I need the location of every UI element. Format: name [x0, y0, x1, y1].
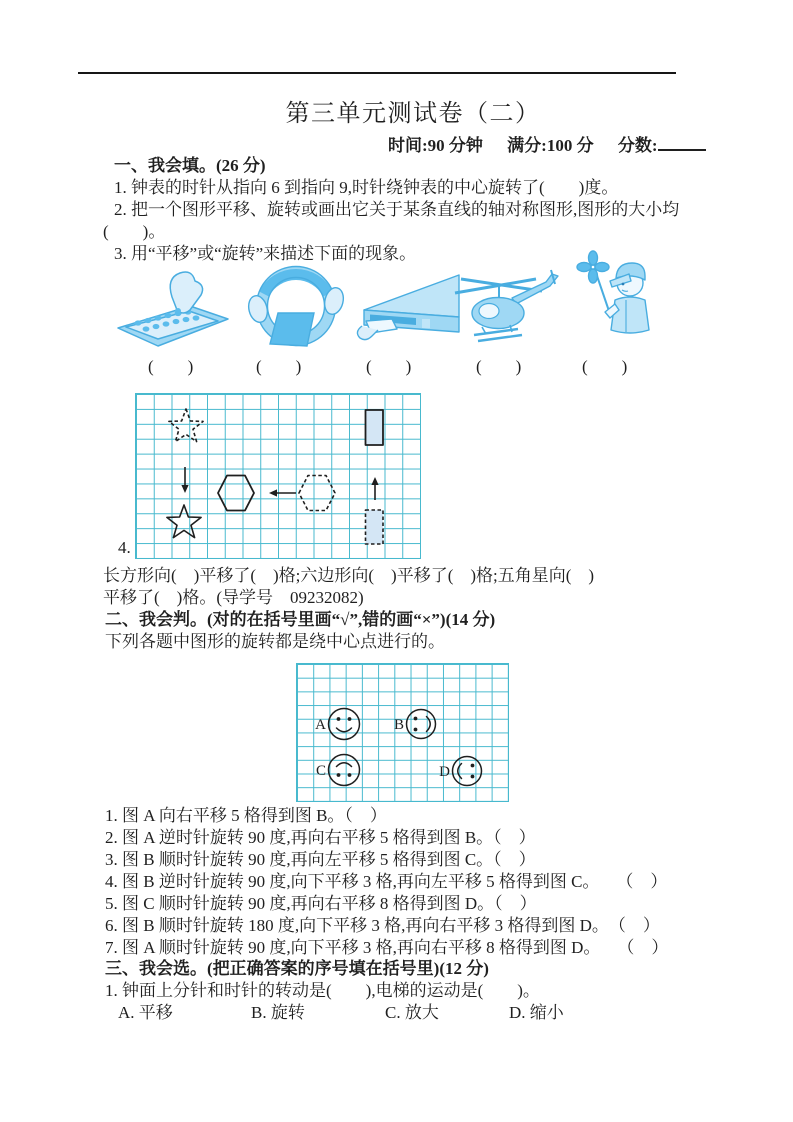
q4-line1: 长方形向( )平移了( )格;六边形向( )平移了( )格;五角星向( )	[103, 566, 595, 585]
smiley-c	[329, 755, 360, 786]
section1-q2-line1: 2. 把一个图形平移、旋转或画出它关于某条直线的轴对称图形,图形的大小均	[114, 200, 680, 219]
solid-hexagon-shape	[218, 476, 254, 511]
option-d: D. 缩小	[509, 1003, 564, 1022]
page-title: 第三单元测试卷（二）	[285, 101, 541, 127]
section1-heading: 一、我会填。(26 分)	[114, 156, 266, 175]
smiley-b	[407, 710, 436, 739]
disc-player-icon	[352, 262, 464, 354]
solid-rectangle-shape	[366, 410, 384, 445]
full-score-label: 满分:100 分	[507, 136, 594, 155]
section2-question: 2. 图 A 逆时针旋转 90 度,再向右平移 5 格得到图 B。（ ）	[105, 828, 536, 847]
pinwheel-boy-icon	[566, 250, 666, 352]
section2-question: 3. 图 B 顺时针旋转 90 度,再向左平移 5 格得到图 C。（ ）	[105, 850, 536, 869]
dashed-rectangle-shape	[366, 510, 384, 544]
grid-label-a: A	[315, 717, 326, 733]
q4-number: 4.	[118, 538, 131, 557]
q3-answer-blank: ( )	[256, 357, 302, 376]
option-b: B. 旋转	[251, 1003, 305, 1022]
rotation-grid	[296, 663, 509, 802]
rotation-grid-shapes	[297, 664, 508, 801]
grid-label-b: B	[393, 717, 404, 733]
q3-answer-blank: ( )	[476, 357, 522, 376]
section2-heading: 二、我会判。(对的在括号里画“√”,错的画“×”)(14 分)	[105, 610, 496, 629]
section1-q3: 3. 用“平移”或“旋转”来描述下面的现象。	[114, 244, 417, 263]
section2-intro: 下列各题中图形的旋转都是绕中心点进行的。	[105, 632, 445, 651]
option-a: A. 平移	[118, 1003, 173, 1022]
section1-q2-line2: ( )。	[103, 222, 166, 241]
time-label: 时间:90 分钟	[388, 136, 483, 155]
exam-meta	[388, 131, 706, 156]
score-label: 分数:	[617, 136, 658, 155]
smiley-d	[453, 757, 482, 786]
section2-question: 6. 图 B 顺时针旋转 180 度,向下平移 3 格,再向右平移 3 格得到图 D。 （ ）	[105, 916, 660, 935]
section2-question: 5. 图 C 顺时针旋转 90 度,再向右平移 8 格得到图 D。（ ）	[105, 894, 537, 913]
smiley-a	[329, 709, 360, 740]
translation-grid-shapes	[136, 394, 420, 558]
grid-label-d: D	[439, 764, 450, 780]
helicopter-icon	[452, 266, 564, 348]
q4-line2: 平移了( )格。(导学号 09232082)	[103, 588, 364, 607]
q3-answer-blank: ( )	[582, 357, 628, 376]
grid-label-c: C	[315, 763, 326, 779]
section2-question: 1. 图 A 向右平移 5 格得到图 B。（ ）	[105, 806, 387, 825]
q3-answer-blank: ( )	[366, 357, 412, 376]
steering-wheel-icon	[243, 260, 349, 350]
score-blank	[658, 134, 706, 151]
solid-star-shape	[167, 505, 201, 538]
option-c: C. 放大	[385, 1003, 439, 1022]
q3-answer-blank: ( )	[148, 357, 194, 376]
section1-q1: 1. 钟表的时针从指向 6 到指向 9,时针绕钟表的中心旋转了( )度。	[114, 178, 619, 197]
section3-q1: 1. 钟面上分针和时针的转动是( ),电梯的运动是( )。	[105, 981, 540, 1000]
abacus-icon	[112, 266, 236, 352]
header-rule	[78, 72, 676, 74]
section3-heading: 三、我会选。(把正确答案的序号填在括号里)(12 分)	[105, 959, 489, 978]
dashed-hexagon-shape	[299, 476, 335, 511]
section2-question: 7. 图 A 顺时针旋转 90 度,向下平移 3 格,再向右平移 8 格得到图 D。 （ ）	[105, 938, 669, 957]
dashed-star-shape	[169, 409, 203, 442]
translation-grid	[135, 393, 421, 559]
section2-question: 4. 图 B 逆时针旋转 90 度,向下平移 3 格,再向左平移 5 格得到图 C。 （ ）	[105, 872, 668, 891]
